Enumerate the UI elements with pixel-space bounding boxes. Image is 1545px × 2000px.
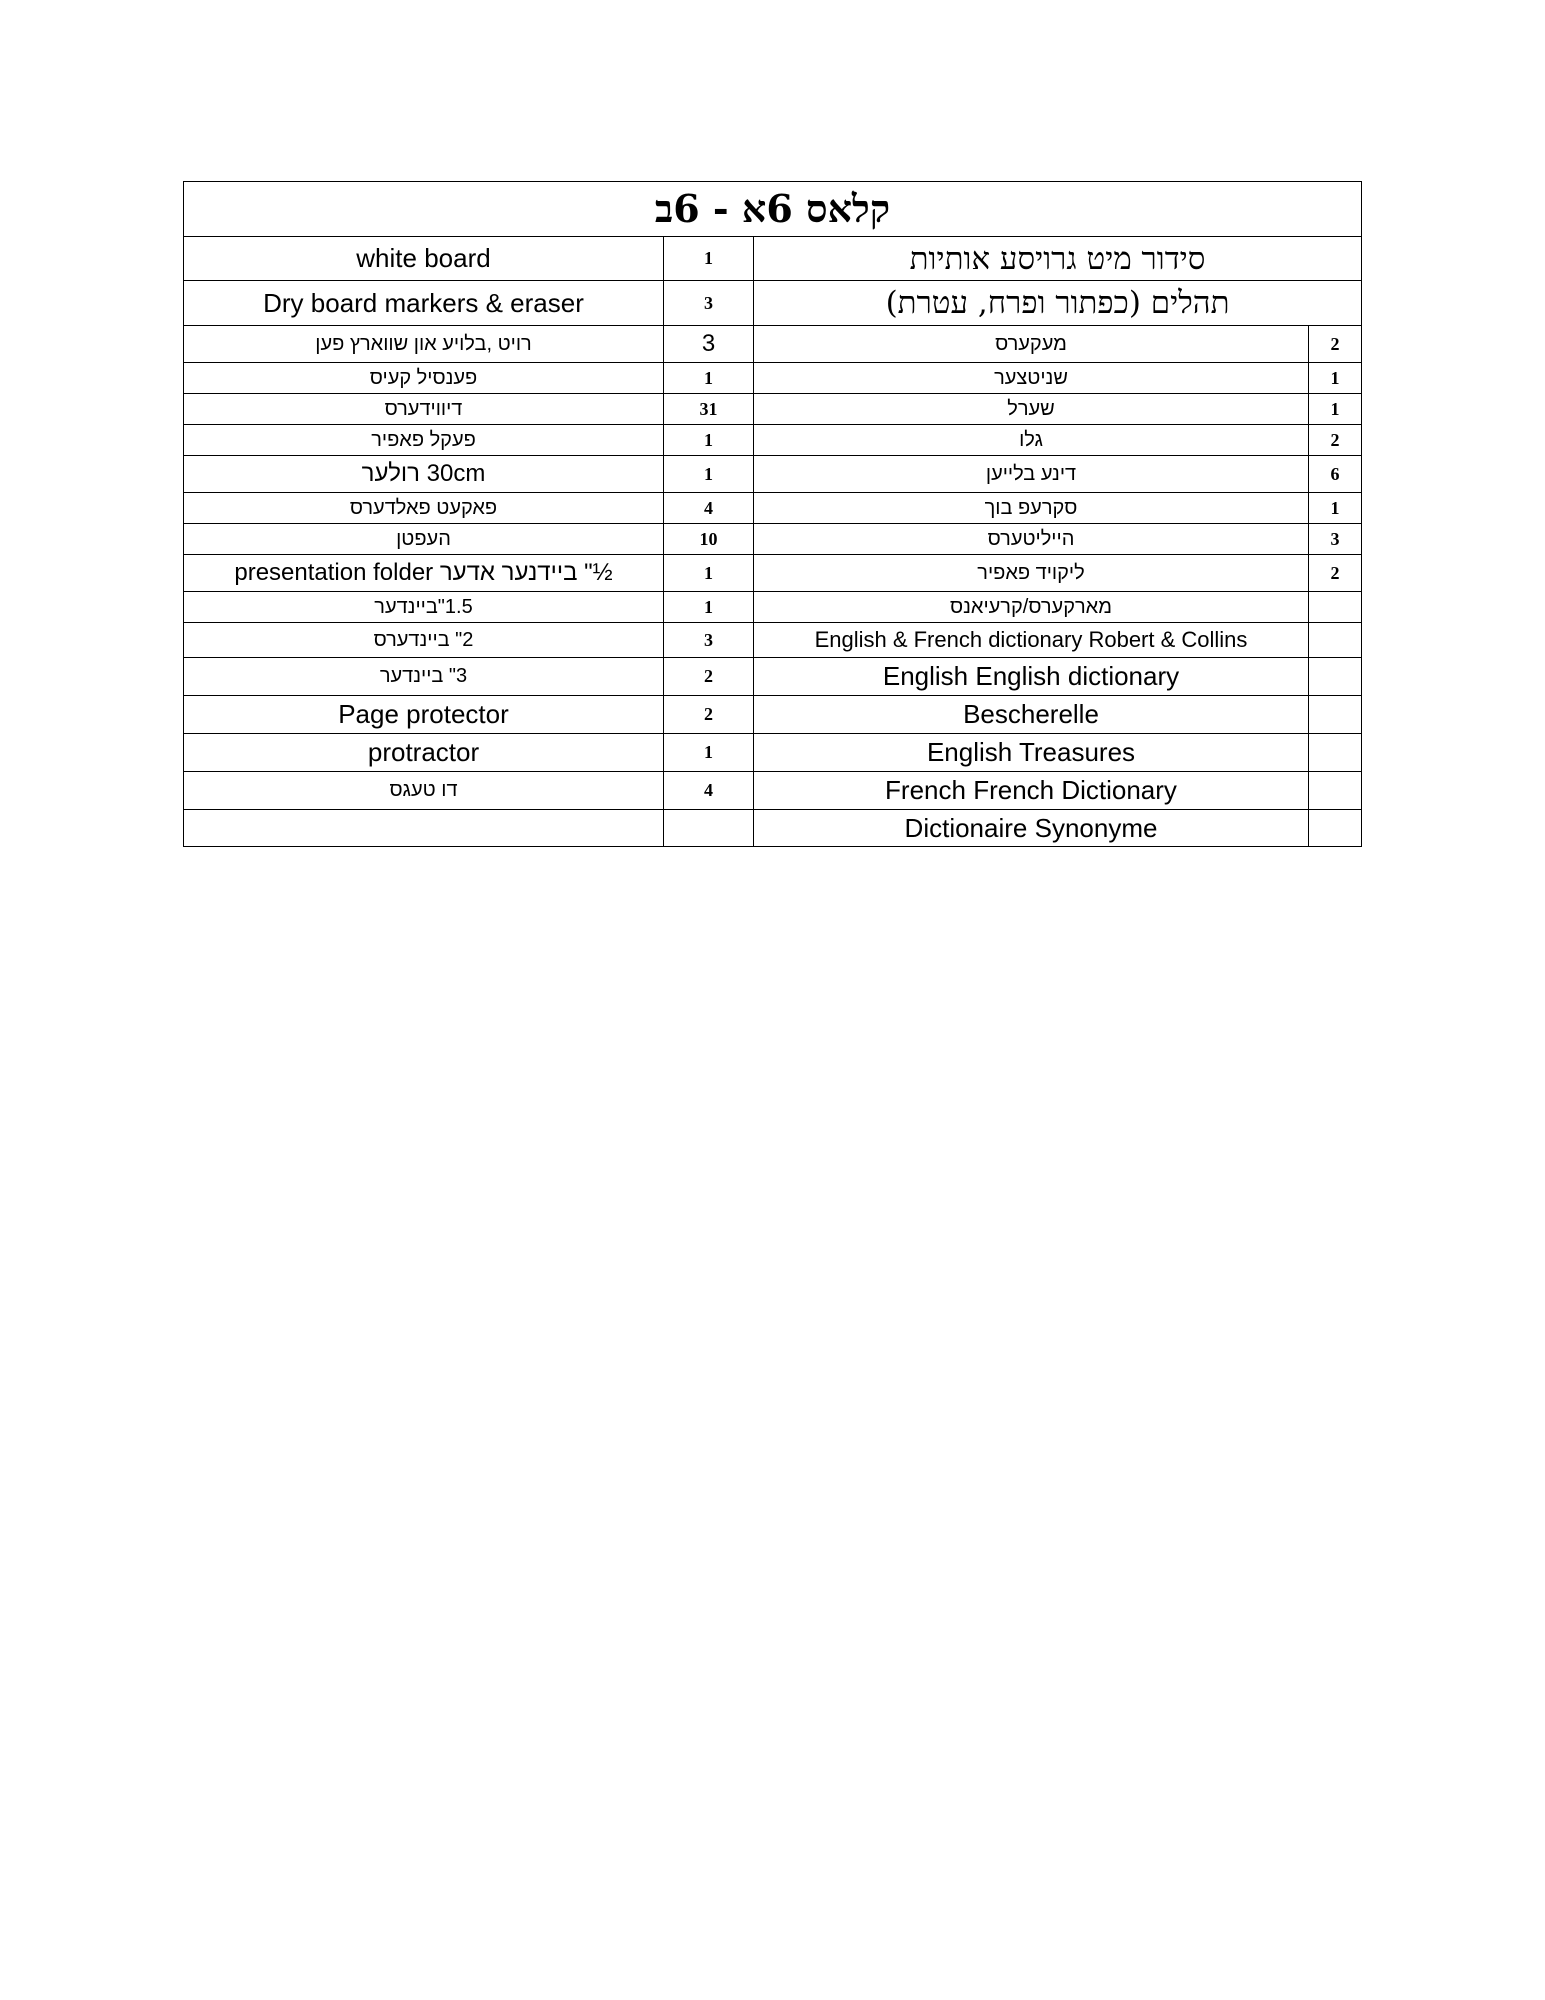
table-row xyxy=(184,493,1362,524)
title-row xyxy=(184,182,1362,237)
right-item: English & French dictionary Robert & Collins xyxy=(754,623,1309,658)
right-qty xyxy=(1309,772,1362,810)
left-item: 2" ביינדערס xyxy=(184,623,664,658)
right-item: מארקערס/קרעיאנס xyxy=(754,592,1309,623)
left-item: פענסיל קעיס xyxy=(184,363,664,394)
right-qty: 3 xyxy=(1309,524,1362,555)
left-qty: 4 xyxy=(664,493,754,524)
left-qty: 1 xyxy=(664,425,754,456)
left-qty: 10 xyxy=(664,524,754,555)
right-item: French French Dictionary xyxy=(754,772,1309,810)
table-row xyxy=(184,524,1362,555)
table-row xyxy=(184,772,1362,810)
left-item: protractor xyxy=(184,734,664,772)
table-title: קלאס 6א - 6ב xyxy=(184,182,1362,237)
left-item: פעקל פאפיר xyxy=(184,425,664,456)
right-item: הייליטערס xyxy=(754,524,1309,555)
right-qty xyxy=(1309,658,1362,696)
right-item: Dictionaire Synonyme xyxy=(754,810,1309,847)
right-qty xyxy=(1309,592,1362,623)
table-row xyxy=(184,592,1362,623)
left-item xyxy=(184,810,664,847)
table-row xyxy=(184,555,1362,592)
left-item: Dry board markers & eraser xyxy=(184,281,664,326)
left-qty: 1 xyxy=(664,237,754,281)
table-row xyxy=(184,456,1362,493)
left-qty: 3 xyxy=(664,326,754,363)
right-item: שערל xyxy=(754,394,1309,425)
right-item: English Treasures xyxy=(754,734,1309,772)
left-qty: 4 xyxy=(664,772,754,810)
right-qty xyxy=(1309,810,1362,847)
left-item: white board xyxy=(184,237,664,281)
right-qty: 2 xyxy=(1309,555,1362,592)
left-item: Page protector xyxy=(184,696,664,734)
right-qty xyxy=(1309,696,1362,734)
right-item: סידור מיט גרויסע אותיות xyxy=(754,237,1362,281)
right-item: ליקויד פאפיר xyxy=(754,555,1309,592)
left-item: 1.5"ביינדער xyxy=(184,592,664,623)
right-item: English English dictionary xyxy=(754,658,1309,696)
table-row xyxy=(184,394,1362,425)
left-item: רויט ,בלויע און שווארץ פען xyxy=(184,326,664,363)
supply-list-table xyxy=(183,181,1362,847)
left-item: 30cm רולער xyxy=(184,456,664,493)
table-row xyxy=(184,363,1362,394)
right-qty xyxy=(1309,734,1362,772)
left-qty xyxy=(664,810,754,847)
right-qty: 1 xyxy=(1309,394,1362,425)
left-item: ½" ביידנער אדער presentation folder xyxy=(184,555,664,592)
left-qty: 1 xyxy=(664,555,754,592)
left-item: 3" ביינדער xyxy=(184,658,664,696)
table-row xyxy=(184,425,1362,456)
left-item: פאקעט פאלדערס xyxy=(184,493,664,524)
right-qty: 2 xyxy=(1309,326,1362,363)
right-qty: 1 xyxy=(1309,493,1362,524)
right-item: Bescherelle xyxy=(754,696,1309,734)
left-qty: 3 xyxy=(664,623,754,658)
table-row xyxy=(184,734,1362,772)
left-item: דו טעגס xyxy=(184,772,664,810)
table-row xyxy=(184,810,1362,847)
table-row xyxy=(184,623,1362,658)
right-qty: 2 xyxy=(1309,425,1362,456)
right-qty xyxy=(1309,623,1362,658)
table-row xyxy=(184,326,1362,363)
left-qty: 2 xyxy=(664,696,754,734)
right-item: תהלים (כפתור ופרח, עטרת) xyxy=(754,281,1362,326)
right-item: שניטצער xyxy=(754,363,1309,394)
right-item: מעקערס xyxy=(754,326,1309,363)
left-qty: 3 xyxy=(664,281,754,326)
left-item: העפטן xyxy=(184,524,664,555)
right-qty: 6 xyxy=(1309,456,1362,493)
left-qty: 31 xyxy=(664,394,754,425)
left-qty: 1 xyxy=(664,363,754,394)
table-row xyxy=(184,658,1362,696)
left-qty: 2 xyxy=(664,658,754,696)
left-qty: 1 xyxy=(664,592,754,623)
right-item: דינע בלייען xyxy=(754,456,1309,493)
right-qty: 1 xyxy=(1309,363,1362,394)
left-qty: 1 xyxy=(664,456,754,493)
right-item: גלו xyxy=(754,425,1309,456)
right-item: סקרעפ בוך xyxy=(754,493,1309,524)
table-row xyxy=(184,696,1362,734)
top-row xyxy=(184,237,1362,281)
left-qty: 1 xyxy=(664,734,754,772)
left-item: דיווידערס xyxy=(184,394,664,425)
top-row xyxy=(184,281,1362,326)
